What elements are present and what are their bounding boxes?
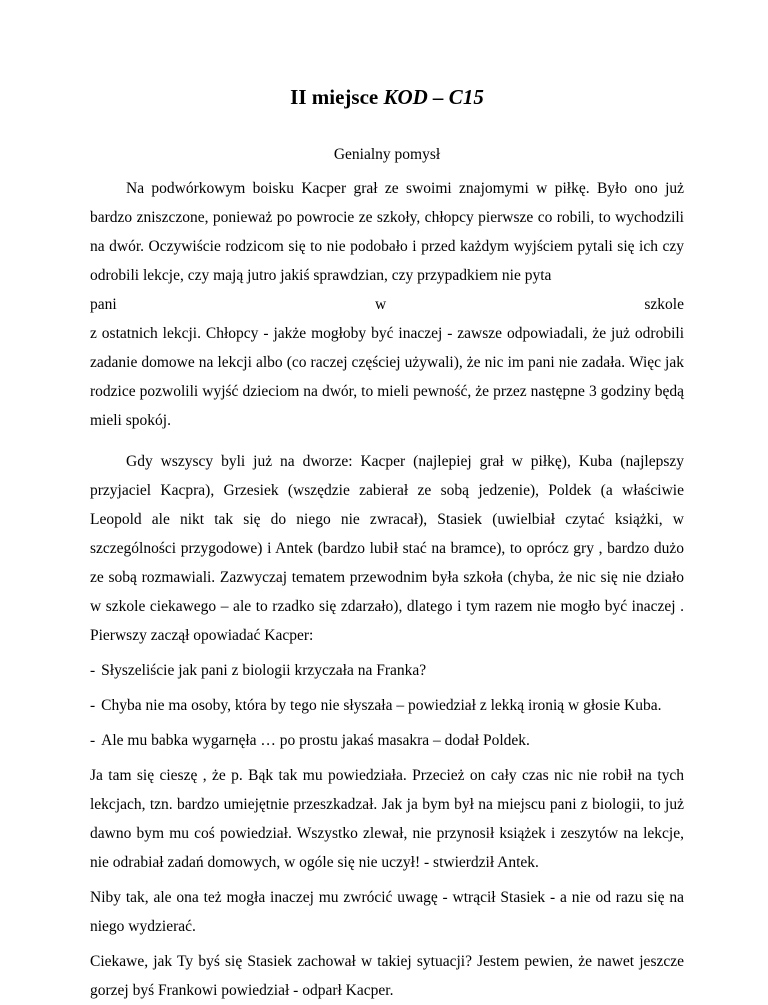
title-prefix: II miejsce xyxy=(290,85,384,109)
paragraph-1-part-2: z ostatnich lekcji. Chłopcy - jakże mogłoby być inaczej - zawsze odpowiadali, że już odrobili zadanie domowe na lekcji albo (co raczej częściej używali), że nic im pani nie zadała. Więc jak rodzice pozwolili wyjść dzieciom na dwór, to mieli pewność, że przez następne 3 godziny będą mieli spokój. xyxy=(90,325,684,429)
dialog-line-2 xyxy=(90,691,684,720)
dialog-line-3 xyxy=(90,726,684,755)
dialog-line-1 xyxy=(90,656,684,685)
dialog-text: Chyba nie ma osoby, która by tego nie słyszała – powiedział z lekką ironią w głosie Kuba. xyxy=(101,697,662,714)
title-code: KOD – C15 xyxy=(383,85,484,109)
paragraph-2: Gdy wszyscy byli już na dworze: Kacper (najlepiej grał w piłkę), Kuba (najlepszy przyjaciel Kacpra), Grzesiek (wszędzie zabierał ze sobą jedzenie), Poldek (a właściwie Leopold ale nikt tak się do niego nie zwracał), Stasiek (uwielbiał czytać książki, w szczególności przygodowe) i Antek (bardzo lubił stać na bramce), to oprócz gry , bardzo dużo ze sobą rozmawiali. Zazwyczaj tematem przewodnim była szkoła (chyba, że nic się nie działo w szkole ciekawego – ale to rzadko się zdarzało), dlatego i tym razem nie mogło być inaczej . Pierwszy zaczął opowiadać Kacper: xyxy=(90,453,684,644)
story-title: Genialny pomysł xyxy=(333,146,441,163)
split-word-2: w xyxy=(374,296,387,313)
dialog-dash: - xyxy=(90,697,96,714)
dialog-dash: - xyxy=(90,732,96,749)
paragraph-5: Ciekawe, jak Ty byś się Stasiek zachował w takiej sytuacji? Jestem pewien, że nawet jeszcze gorzej byś Frankowi powiedział - odparł Kacper. xyxy=(90,953,684,999)
paragraph-3: Ja tam się cieszę , że p. Bąk tak mu powiedziała. Przecież on cały czas nic nie robił na tych lekcjach, tzn. bardzo umiejętnie przeszkadzał. Jak ja bym był na miejscu pani z biologii, to już dawno bym mu coś powiedział. Wszystko zlewał, nie przynosił książek i zeszytów na lekcje, nie odrabiał zadań domowych, w ogóle się nie uczył! - stwierdził Antek. xyxy=(90,767,684,871)
dialog-dash: - xyxy=(90,662,96,679)
paragraph-1-justified-line xyxy=(90,290,684,319)
paragraph-1-part-1: Na podwórkowym boisku Kacper grał ze swoimi znajomymi w piłkę. Było ono już bardzo zniszczone, ponieważ po powrocie ze szkoły, chłopcy pierwsze co robili, to wychodzili na dwór. Oczywiście rodzicom się to nie podobało i przed każdym wyjściem pytali się ich czy odrobili lekcje, czy mają jutro jakiś sprawdzian, czy przypadkiem nie pyta xyxy=(90,180,684,284)
story-body xyxy=(90,174,684,1005)
document-title xyxy=(90,0,684,112)
split-word-3: szkole xyxy=(644,296,684,313)
split-word-1: pani xyxy=(90,296,117,313)
paragraph-4: Niby tak, ale ona też mogła inaczej mu zwrócić uwagę - wtrącił Stasiek - a nie od razu się na niego wydzierać. xyxy=(90,889,684,935)
dialog-text: Słyszeliście jak pani z biologii krzyczała na Franka? xyxy=(101,662,427,679)
dialog-text: Ale mu babka wygarnęła … po prostu jakaś masakra – dodał Poldek. xyxy=(101,732,530,749)
